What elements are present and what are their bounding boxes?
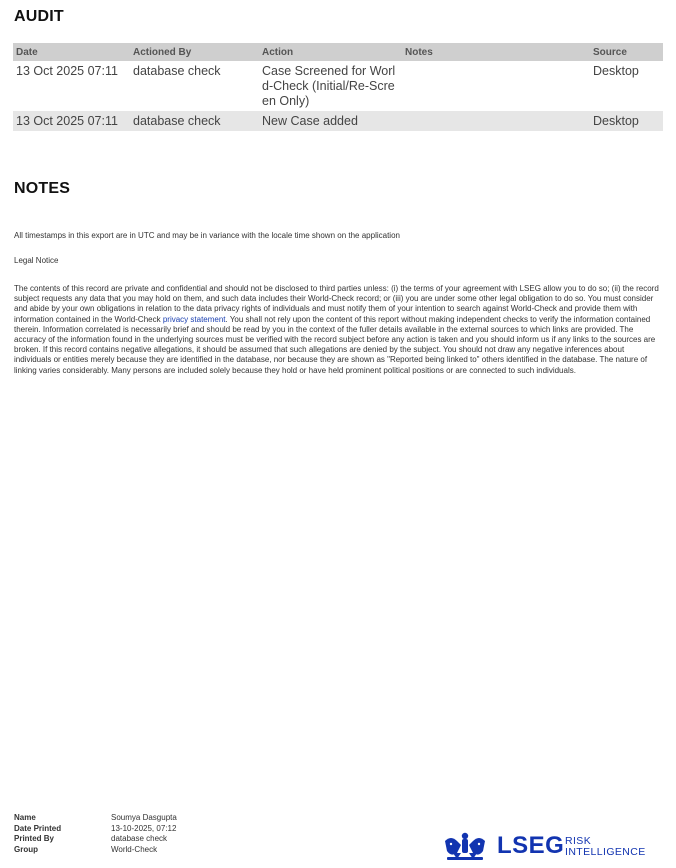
- column-header-source: Source: [590, 43, 663, 61]
- row-action: New Case added: [259, 111, 402, 131]
- row-date: 13 Oct 2025 07:11: [16, 64, 118, 78]
- row-notes: [402, 111, 590, 131]
- row-notes: [402, 61, 590, 111]
- date-printed-value: 13-10-2025, 07:12: [111, 823, 177, 833]
- legal-text-part2: . You shall not rely upon the content of this report without making independent checks to verify the information contained therein. Information correlated is necessarily brief and should be read by you in the context of the fuller details available in the external sources to which links are provided. The accuracy of the information found in the underlying sources must be verified with the record subject before any action is taken and you should inform us if any links to the sources are broken. If this record contains negative allegations, it should be assumed that such allegations are denied by the subject. You should not draw any negative inferences about individuals or entities merely because they are identified in the database, nor because they are shown as "Reported being linked to" others identified in the database. The nature of linking varies considerably. Many persons are included solely because they hold or have held prominent political positions or are connected to such individuals.: [14, 314, 656, 375]
- date-printed-label: Date Printed: [14, 823, 62, 833]
- legal-notice-heading: Legal Notice: [14, 256, 59, 265]
- printed-by-label: Printed By: [14, 834, 55, 844]
- lseg-logo: [441, 829, 661, 865]
- legal-text-part1: The contents of this record are private and confidential and should not be disclosed to third parties unless: (i) the terms of your agreement with LSEG allow you to do so; (ii) the record subject requests any data that you may hold on them, and such data includes their World-Check record; or (iii) you are under some other legal obligation to do so. You must consider and abide by your own obligations in relation to the data privacy rights of individuals and must notify them of your intention to search against World-Check and provide them with information contained in the World-Check: [14, 284, 659, 324]
- row-action: Case Screened for World-Check (Initial/Re-Screen Only): [262, 64, 396, 108]
- row-source: Desktop: [590, 111, 663, 131]
- printed-by-value: database check: [111, 834, 168, 844]
- row-actioned-by: database check: [133, 64, 221, 78]
- lion-crest-icon: [441, 831, 489, 863]
- audit-table: [13, 43, 663, 131]
- column-header-date: Date: [13, 43, 130, 61]
- logo-subtitle-line2: INTELLIGENCE: [565, 846, 646, 858]
- logo-subtitle-line1: RISK: [565, 835, 592, 847]
- name-value: Soumya Dasgupta: [111, 813, 177, 822]
- column-header-action: Action: [259, 43, 402, 61]
- row-source: Desktop: [593, 64, 639, 78]
- print-info: [14, 813, 177, 855]
- name-label: Name: [14, 813, 36, 822]
- audit-heading: AUDIT: [14, 8, 64, 25]
- utc-notice: All timestamps in this export are in UTC and may be in variance with the locale time shown on the application: [14, 231, 400, 240]
- notes-heading: NOTES: [14, 180, 71, 197]
- legal-notice-text: [14, 284, 660, 376]
- privacy-statement-link[interactable]: privacy statement: [162, 314, 226, 324]
- row-actioned-by: database check: [130, 111, 259, 131]
- row-date: 13 Oct 2025 07:11: [13, 111, 130, 131]
- table-row: [13, 61, 663, 111]
- logo-subtitle: [565, 836, 646, 858]
- logo-brand: LSEG: [497, 832, 565, 859]
- group-label: Group: [14, 844, 38, 854]
- column-header-notes: Notes: [402, 43, 590, 61]
- table-row: [13, 111, 663, 131]
- audit-header-row: [13, 43, 663, 61]
- column-header-actioned-by: Actioned By: [130, 43, 259, 61]
- group-value: World-Check: [111, 844, 158, 854]
